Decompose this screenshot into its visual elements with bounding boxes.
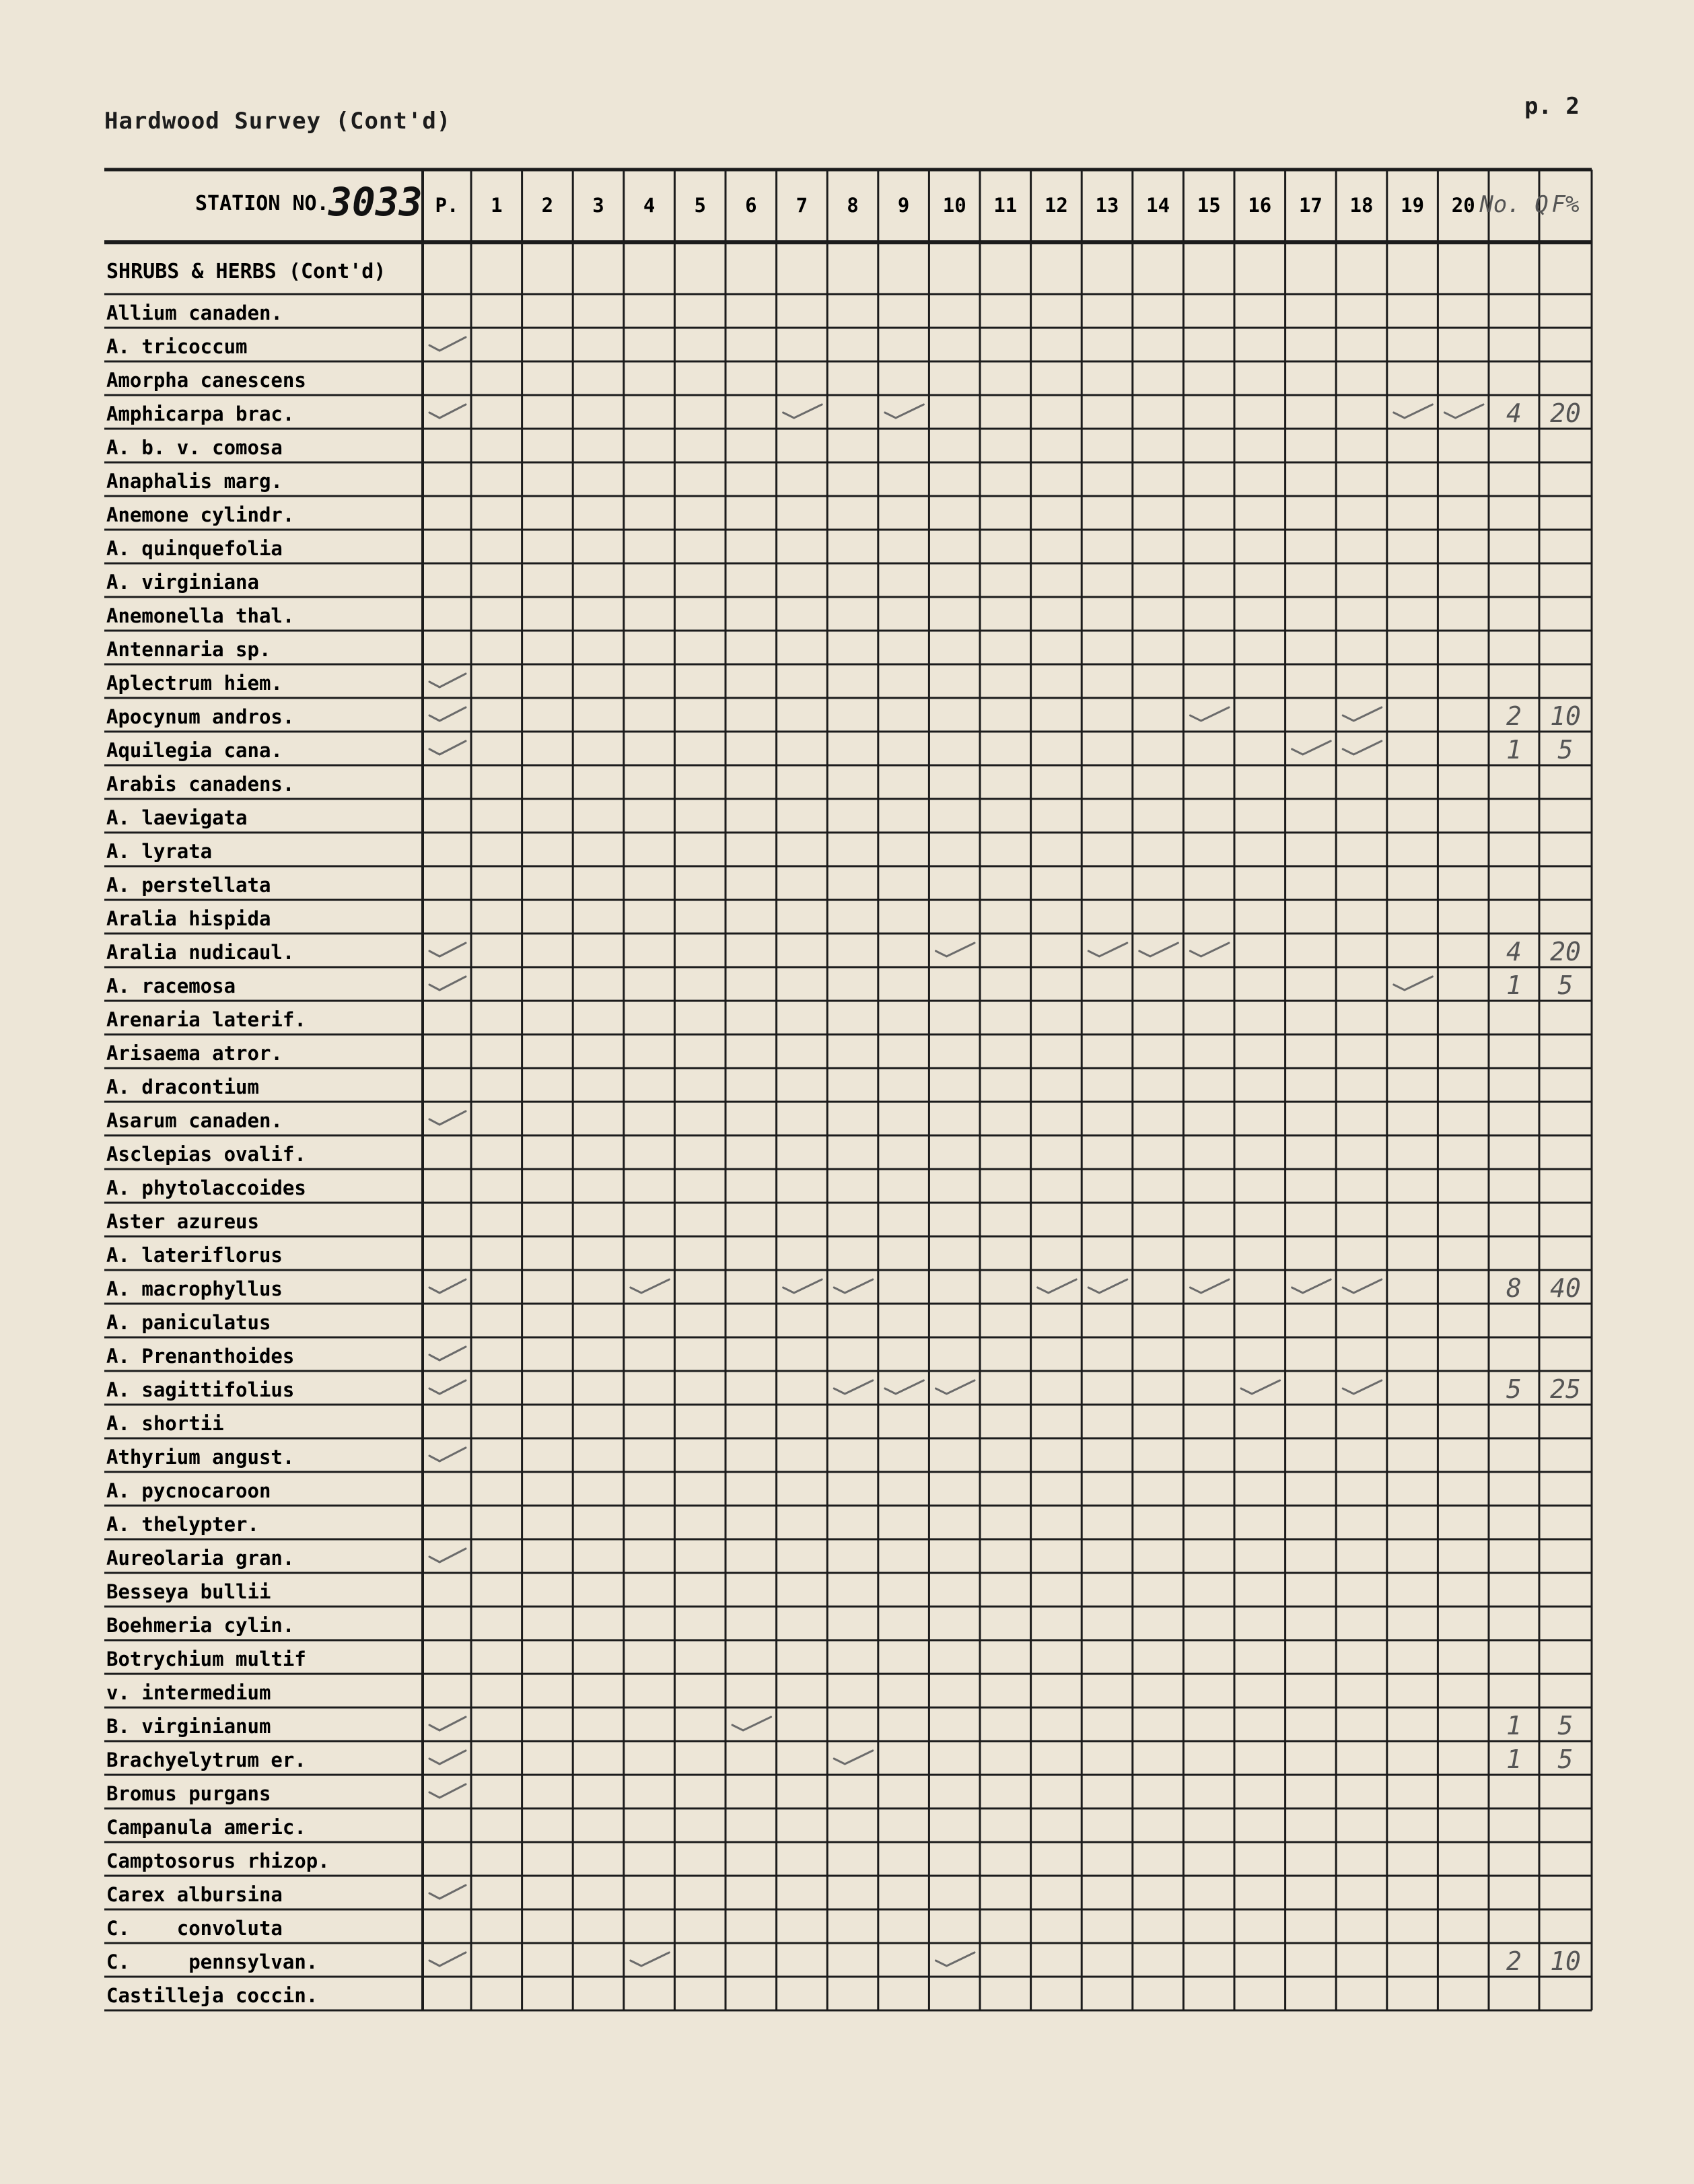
check-mark bbox=[1190, 1279, 1229, 1293]
species-name: A. laevigata bbox=[106, 806, 248, 829]
table-row bbox=[106, 874, 271, 896]
species-name: A. thelypter. bbox=[106, 1513, 259, 1536]
check-mark bbox=[885, 1380, 924, 1394]
frequency-percent: 5 bbox=[1557, 1745, 1574, 1774]
column-header: 17 bbox=[1298, 194, 1322, 217]
species-name: Boehmeria cylin. bbox=[106, 1614, 295, 1637]
table-row bbox=[106, 1782, 466, 1805]
check-mark bbox=[429, 1784, 466, 1798]
column-header: 15 bbox=[1197, 194, 1221, 217]
table-row bbox=[106, 773, 294, 796]
check-mark bbox=[429, 1952, 466, 1966]
species-name: A. pycnocaroon bbox=[106, 1479, 271, 1502]
column-header: 8 bbox=[847, 194, 859, 217]
table-row bbox=[106, 1711, 1573, 1740]
species-name: Bromus purgans bbox=[106, 1782, 271, 1805]
table-row bbox=[106, 971, 1573, 1000]
quadrat-count: 2 bbox=[1506, 1946, 1522, 1976]
species-name: C. convoluta bbox=[106, 1917, 283, 1940]
table-row bbox=[106, 1513, 259, 1536]
species-name: Anemone cylindr. bbox=[106, 503, 295, 526]
species-name: Camptosorus rhizop. bbox=[106, 1850, 330, 1872]
header-row bbox=[195, 179, 1579, 225]
table-row bbox=[106, 1648, 306, 1670]
quadrat-count: 1 bbox=[1506, 971, 1522, 1000]
species-rows bbox=[106, 302, 1581, 2007]
quadrat-count: 1 bbox=[1506, 1711, 1522, 1740]
table-row bbox=[106, 1745, 1573, 1774]
check-mark bbox=[1038, 1279, 1077, 1293]
table-row bbox=[106, 398, 1581, 428]
species-name: Castilleja coccin. bbox=[106, 1984, 318, 2007]
table-row bbox=[106, 1273, 1581, 1303]
species-name: Amphicarpa brac. bbox=[106, 402, 295, 425]
species-name: A. Prenanthoides bbox=[106, 1345, 295, 1368]
species-name: A. lateriflorus bbox=[106, 1244, 283, 1267]
check-mark bbox=[429, 1347, 466, 1360]
species-name: A. virginiana bbox=[106, 571, 259, 594]
check-mark bbox=[1088, 943, 1127, 956]
table-row bbox=[106, 907, 271, 930]
species-name: Aralia hispida bbox=[106, 907, 271, 930]
table-row bbox=[106, 1076, 259, 1098]
column-headers bbox=[435, 191, 1580, 218]
species-name: Botrychium multif bbox=[106, 1648, 306, 1670]
quadrat-count: 1 bbox=[1506, 735, 1522, 765]
species-name: A. tricoccum bbox=[106, 335, 248, 358]
check-mark bbox=[429, 1448, 466, 1461]
check-mark bbox=[429, 337, 466, 351]
check-mark bbox=[429, 741, 466, 754]
column-header: 3 bbox=[592, 194, 604, 217]
species-name: Campanula americ. bbox=[106, 1816, 306, 1839]
check-mark bbox=[1088, 1279, 1127, 1293]
check-mark bbox=[1394, 404, 1433, 418]
table-row bbox=[106, 1176, 306, 1199]
quadrat-count: 4 bbox=[1506, 398, 1522, 428]
table-row bbox=[106, 571, 259, 594]
table-row bbox=[106, 672, 466, 695]
species-name: Apocynum andros. bbox=[106, 705, 295, 728]
column-header: 16 bbox=[1248, 194, 1272, 217]
table-row bbox=[106, 1374, 1581, 1404]
species-name: Asclepias ovalif. bbox=[106, 1143, 306, 1166]
frequency-percent: 5 bbox=[1557, 971, 1574, 1000]
column-header: 6 bbox=[745, 194, 757, 217]
check-mark bbox=[429, 1111, 466, 1125]
table-row bbox=[106, 1244, 283, 1267]
frequency-percent: 25 bbox=[1550, 1374, 1581, 1404]
species-name: A. macrophyllus bbox=[106, 1277, 283, 1300]
check-mark bbox=[631, 1952, 670, 1966]
column-header: 13 bbox=[1095, 194, 1119, 217]
station-number: 3033 bbox=[328, 179, 423, 225]
table-row bbox=[106, 1681, 271, 1704]
species-name: A. lyrata bbox=[106, 840, 213, 863]
column-header: 1 bbox=[491, 194, 503, 217]
species-name: Aureolaria gran. bbox=[106, 1547, 295, 1570]
table-row bbox=[106, 937, 1581, 966]
frequency-percent: 40 bbox=[1550, 1273, 1581, 1303]
quadrat-count: 4 bbox=[1506, 937, 1522, 966]
check-mark bbox=[1292, 1279, 1331, 1293]
document-title: Hardwood Survey (Cont'd) bbox=[104, 108, 452, 135]
check-mark bbox=[1343, 1279, 1382, 1293]
table-row bbox=[106, 735, 1573, 765]
column-header: 20 bbox=[1451, 194, 1475, 217]
table-row bbox=[106, 1580, 271, 1603]
quadrat-count: 5 bbox=[1506, 1374, 1522, 1404]
check-mark bbox=[429, 1380, 466, 1394]
check-mark bbox=[834, 1751, 873, 1764]
table-row bbox=[106, 1042, 283, 1065]
check-mark bbox=[429, 674, 466, 687]
check-mark bbox=[783, 404, 822, 418]
check-mark bbox=[1190, 943, 1229, 956]
species-name: Allium canaden. bbox=[106, 302, 283, 324]
table-row bbox=[106, 1883, 466, 1906]
table-row bbox=[106, 638, 271, 661]
table-row bbox=[106, 302, 283, 324]
check-mark bbox=[936, 943, 975, 956]
check-mark bbox=[1343, 1380, 1382, 1394]
quadrat-count: 2 bbox=[1506, 701, 1522, 731]
check-mark bbox=[936, 1380, 975, 1394]
check-mark bbox=[834, 1279, 873, 1293]
species-name: Aplectrum hiem. bbox=[106, 672, 283, 695]
column-header: 2 bbox=[541, 194, 554, 217]
species-name: A. paniculatus bbox=[106, 1311, 271, 1334]
species-name: Anaphalis marg. bbox=[106, 470, 283, 493]
species-name: Besseya bullii bbox=[106, 1580, 271, 1603]
check-mark bbox=[1444, 404, 1483, 418]
species-name: Arisaema atror. bbox=[106, 1042, 283, 1065]
table-row bbox=[106, 701, 1581, 731]
table-grid bbox=[104, 170, 1592, 2010]
check-mark bbox=[631, 1279, 670, 1293]
table-row bbox=[106, 1816, 306, 1839]
species-name: Amorpha canescens bbox=[106, 369, 306, 392]
frequency-percent: 20 bbox=[1550, 937, 1581, 966]
quadrat-count: 8 bbox=[1506, 1273, 1522, 1303]
page-number: p. 2 bbox=[1524, 93, 1580, 120]
check-mark bbox=[1241, 1380, 1280, 1394]
column-header: 7 bbox=[796, 194, 808, 217]
species-name: A. b. v. comosa bbox=[106, 436, 283, 459]
check-mark bbox=[1292, 741, 1331, 754]
check-mark bbox=[1343, 741, 1382, 754]
table-row bbox=[106, 1446, 466, 1469]
species-name: Aquilegia cana. bbox=[106, 739, 283, 762]
check-mark bbox=[429, 1751, 466, 1764]
species-name: Asarum canaden. bbox=[106, 1109, 283, 1132]
check-mark bbox=[1190, 707, 1229, 721]
frequency-percent: 5 bbox=[1557, 1711, 1574, 1740]
table-row bbox=[106, 436, 283, 459]
column-header: P. bbox=[435, 194, 459, 217]
table-row bbox=[106, 806, 248, 829]
table-row bbox=[106, 1143, 306, 1166]
station-label: STATION NO. bbox=[195, 192, 329, 215]
species-name: A. quinquefolia bbox=[106, 537, 283, 560]
check-mark bbox=[429, 1279, 466, 1293]
check-mark bbox=[783, 1279, 822, 1293]
check-mark bbox=[1394, 977, 1433, 990]
check-mark bbox=[429, 1549, 466, 1562]
species-name: A. dracontium bbox=[106, 1076, 259, 1098]
column-header: 12 bbox=[1044, 194, 1068, 217]
species-name: Carex albursina bbox=[106, 1883, 283, 1906]
column-header: 9 bbox=[897, 194, 910, 217]
column-header: 11 bbox=[993, 194, 1018, 217]
species-name: Anemonella thal. bbox=[106, 604, 295, 627]
column-header: F% bbox=[1551, 191, 1580, 218]
table-row bbox=[106, 470, 283, 493]
species-name: Arenaria laterif. bbox=[106, 1008, 306, 1031]
frequency-percent: 20 bbox=[1550, 398, 1581, 428]
species-name: A. sagittifolius bbox=[106, 1378, 295, 1401]
species-name: Aster azureus bbox=[106, 1210, 259, 1233]
species-name: v. intermedium bbox=[106, 1681, 271, 1704]
column-header: 10 bbox=[942, 194, 966, 217]
table-row bbox=[106, 1614, 294, 1637]
check-mark bbox=[1139, 943, 1178, 956]
column-header: 18 bbox=[1349, 194, 1374, 217]
check-mark bbox=[429, 707, 466, 721]
quadrat-count: 1 bbox=[1506, 1745, 1522, 1774]
frequency-percent: 10 bbox=[1550, 701, 1581, 731]
column-header: 4 bbox=[643, 194, 656, 217]
check-mark bbox=[429, 943, 466, 956]
table-row bbox=[106, 537, 283, 560]
column-header: 14 bbox=[1146, 194, 1170, 217]
check-mark bbox=[834, 1380, 873, 1394]
frequency-percent: 10 bbox=[1550, 1946, 1581, 1976]
species-name: A. perstellata bbox=[106, 874, 271, 896]
column-header: 5 bbox=[694, 194, 706, 217]
species-name: Arabis canadens. bbox=[106, 773, 295, 796]
species-name: A. racemosa bbox=[106, 975, 236, 997]
table-row bbox=[106, 1946, 1581, 1976]
check-mark bbox=[429, 977, 466, 990]
species-name: Aralia nudicaul. bbox=[106, 941, 295, 964]
species-name: Antennaria sp. bbox=[106, 638, 271, 661]
table-row bbox=[106, 1479, 271, 1502]
column-header: 19 bbox=[1401, 194, 1425, 217]
table-row bbox=[106, 1547, 466, 1570]
check-mark bbox=[1343, 707, 1382, 721]
table-row bbox=[106, 503, 294, 526]
check-mark bbox=[429, 1717, 466, 1730]
table-row bbox=[106, 840, 212, 863]
table-row bbox=[106, 1345, 466, 1368]
check-mark bbox=[429, 404, 466, 418]
species-name: Athyrium angust. bbox=[106, 1446, 295, 1469]
table-row bbox=[106, 1412, 224, 1435]
species-name: Brachyelytrum er. bbox=[106, 1749, 306, 1771]
table-row bbox=[106, 1984, 318, 2007]
frequency-percent: 5 bbox=[1557, 735, 1574, 765]
species-name: B. virginianum bbox=[106, 1715, 271, 1738]
species-name: A. phytolaccoides bbox=[106, 1176, 306, 1199]
column-header: No. Q bbox=[1479, 191, 1549, 218]
table-row bbox=[106, 1850, 330, 1872]
table-row bbox=[106, 604, 294, 627]
table-row bbox=[106, 1917, 283, 1940]
table-row bbox=[106, 1311, 271, 1334]
check-mark bbox=[429, 1885, 466, 1899]
table-row bbox=[106, 369, 306, 392]
species-name: C. pennsylvan. bbox=[106, 1950, 318, 1973]
species-name: A. shortii bbox=[106, 1412, 224, 1435]
table-row bbox=[106, 1008, 306, 1031]
table-row bbox=[106, 1109, 466, 1132]
table-row bbox=[106, 1210, 259, 1233]
section-label: SHRUBS & HERBS (Cont'd) bbox=[106, 260, 386, 283]
check-mark bbox=[732, 1717, 771, 1730]
check-mark bbox=[885, 404, 924, 418]
table-row bbox=[106, 335, 466, 358]
check-mark bbox=[936, 1952, 975, 1966]
